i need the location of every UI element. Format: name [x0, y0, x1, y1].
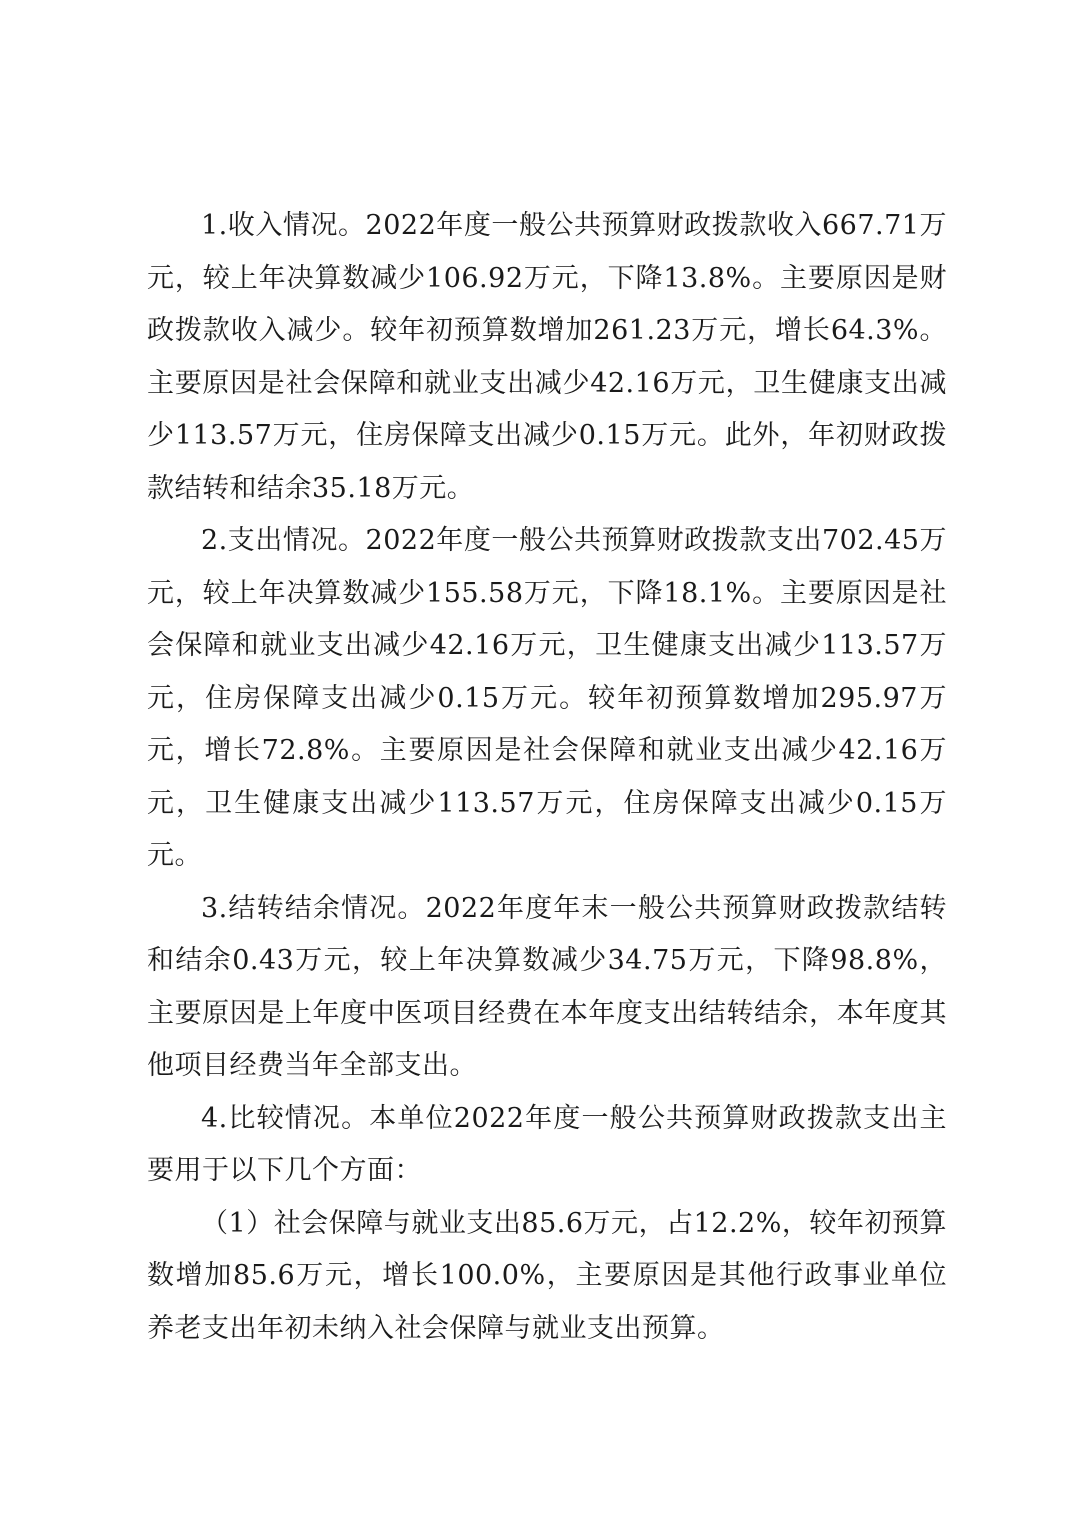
paragraph-expenditure: 2.支出情况。2022年度一般公共预算财政拨款支出702.45万元，较上年决算数减少155.58万元，下降18.1%。主要原因是社会保障和就业支出减少42.16万元，卫生健康支出减少113.57万元，住房保障支出减少0.15万元。较年初预算数增加295.97万元，增长72.8%。主要原因是社会保障和就业支出减少42.16万元，卫生健康支出减少113.57万元，住房保障支出减少0.15万元。 [147, 525, 947, 871]
paragraph-carryover: 3.结转结余情况。2022年度年末一般公共预算财政拨款结转和结余0.43万元，较上年决算数减少34.75万元，下降98.8%，主要原因是上年度中医项目经费在本年度支出结转结余，本年度其他项目经费当年全部支出。 [147, 892, 947, 1081]
paragraph-comparison: 4.比较情况。本单位2022年度一般公共预算财政拨款支出主要用于以下几个方面： [147, 1102, 947, 1186]
paragraph-income: 1.收入情况。2022年度一般公共预算财政拨款收入667.71万元，较上年决算数减少106.92万元，下降13.8%。主要原因是财政拨款收入减少。较年初预算数增加261.23万元，增长64.3%。主要原因是社会保障和就业支出减少42.16万元，卫生健康支出减少113.57万元，住房保障支出减少0.15万元。此外，年初财政拨款结转和结余35.18万元。 [147, 210, 947, 504]
document-body [147, 200, 947, 1355]
paragraph-comparison-item-1: （1）社会保障与就业支出85.6万元，占12.2%，较年初预算数增加85.6万元，增长100.0%，主要原因是其他行政事业单位养老支出年初未纳入社会保障与就业支出预算。 [147, 1207, 947, 1344]
